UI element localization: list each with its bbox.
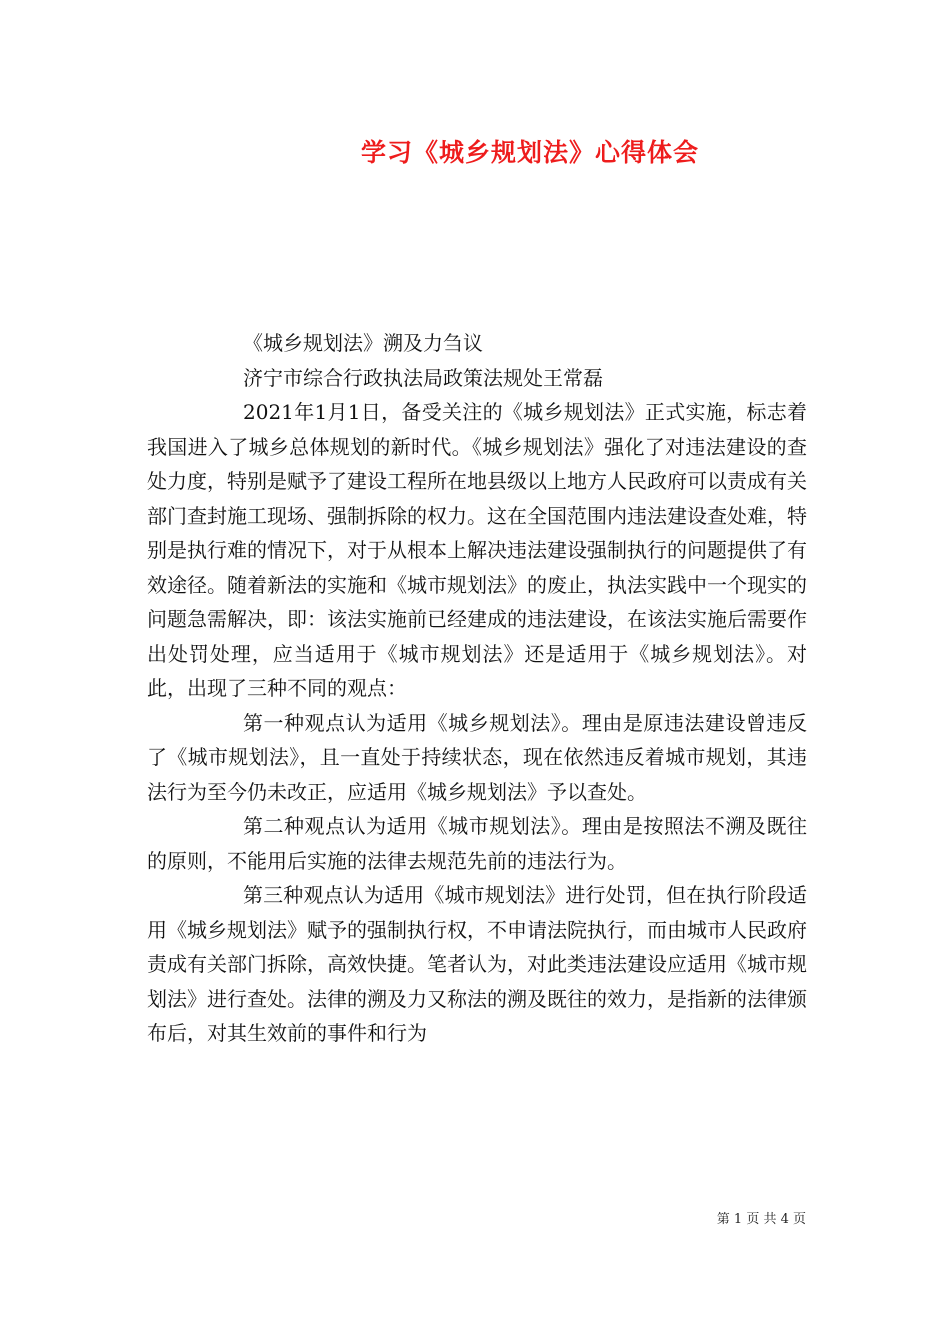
paragraph-intro: 2021年1月1日，备受关注的《城乡规划法》正式实施，标志着我国进入了城乡总体规划的新时代。《城乡规划法》强化了对违法建设的查处力度，特别是赋予了建设工程所在地县级以上地方人民政府可以责成有关部门查封施工现场、强制拆除的权力。这在全国范围内违法建设查处难，特别是执行难的情况下，对于从根本上解决违法建设强制执行的问题提供了有效途径。随着新法的实施和《城市规划法》的废止，执法实践中一个现实的问题急需解决，即：该法实施前已经建成的违法建设，在该法实施后需要作出处罚处理，应当适用于《城市规划法》还是适用于《城乡规划法》。对此，出现了三种不同的观点： [147, 400, 807, 700]
page-number-footer: 第 1 页 共 4 页 [716, 1212, 806, 1227]
paragraph-author: 济宁市综合行政执法局政策法规处王常磊 [243, 365, 603, 390]
paragraph-subtitle: 《城乡规划法》溯及力刍议 [243, 331, 483, 355]
document-title [0, 133, 950, 169]
paragraph-view-three: 第三种观点认为适用《城市规划法》进行处罚，但在执行阶段适用《城乡规划法》赋予的强制执行权，不申请法院执行，而由城市人民政府责成有关部门拆除，高效快捷。笔者认为，对此类违法建设应适用《城市规划法》进行查处。法律的溯及力又称法的溯及既往的效力，是指新的法律颁布后，对其生效前的事件和行为 [147, 883, 807, 1045]
document-title-text: 学习《城乡规划法》心得体会 [360, 138, 699, 167]
paragraph-view-one: 第一种观点认为适用《城乡规划法》。理由是原违法建设曾违反了《城市规划法》，且一直处于持续状态，现在依然违反着城市规划，其违法行为至今仍未改正，应适用《城乡规划法》予以查处。 [147, 710, 807, 804]
document-body [147, 326, 807, 1051]
paragraph-view-two: 第二种观点认为适用《城市规划法》。理由是按照法不溯及既往的原则，不能用后实施的法律去规范先前的违法行为。 [147, 814, 807, 873]
